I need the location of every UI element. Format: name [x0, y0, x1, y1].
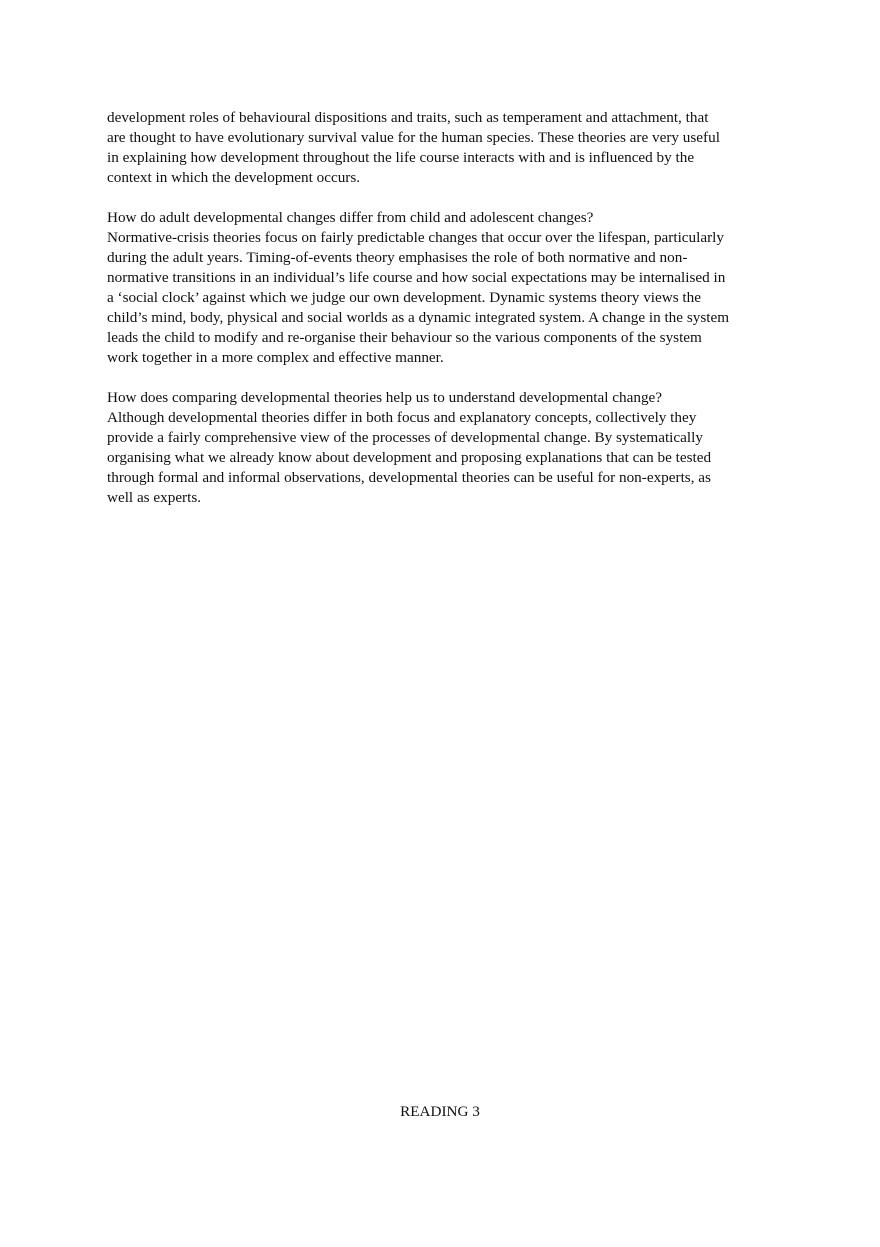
- text-line: through formal and informal observations, developmental theories can be useful for non-experts, as: [107, 469, 711, 486]
- paragraph-behavioural-dispositions: [107, 108, 773, 188]
- text-line: in explaining how development throughout the life course interacts with and is influenced by the: [107, 149, 695, 166]
- paragraph-comparing-theories: [107, 388, 773, 508]
- text-line: provide a fairly comprehensive view of the processes of developmental change. By systematically: [107, 429, 703, 446]
- text-line: normative transitions in an individual’s life course and how social expectations may be internalised in: [107, 269, 726, 286]
- text-line: context in which the development occurs.: [107, 169, 361, 186]
- question-heading: How does comparing developmental theories help us to understand developmental change?: [107, 389, 663, 406]
- text-line: during the adult years. Timing-of-events theory emphasises the role of both normative and non-: [107, 249, 688, 266]
- text-line: a ‘social clock’ against which we judge our own development. Dynamic systems theory views the: [107, 289, 701, 306]
- page-footer: READING 3: [400, 1103, 480, 1120]
- text-line: child’s mind, body, physical and social worlds as a dynamic integrated system. A change in the system: [107, 309, 730, 326]
- paragraph-gap: [107, 188, 773, 208]
- text-line: organising what we already know about development and proposing explanations that can be tested: [107, 449, 712, 466]
- paragraph-gap: [107, 368, 773, 388]
- text-line: are thought to have evolutionary survival value for the human species. These theories are very useful: [107, 129, 720, 146]
- text-line: well as experts.: [107, 489, 202, 506]
- text-line: leads the child to modify and re-organise their behaviour so the various components of the system: [107, 329, 702, 346]
- body-text: [107, 108, 773, 508]
- paragraph-adult-changes: [107, 208, 773, 368]
- text-line: Normative-crisis theories focus on fairly predictable changes that occur over the lifespan, particularly: [107, 229, 724, 246]
- text-line: Although developmental theories differ in both focus and explanatory concepts, collectively they: [107, 409, 697, 426]
- text-line: development roles of behavioural dispositions and traits, such as temperament and attachment, that: [107, 109, 709, 126]
- question-heading: How do adult developmental changes differ from child and adolescent changes?: [107, 209, 594, 226]
- text-line: work together in a more complex and effective manner.: [107, 349, 444, 366]
